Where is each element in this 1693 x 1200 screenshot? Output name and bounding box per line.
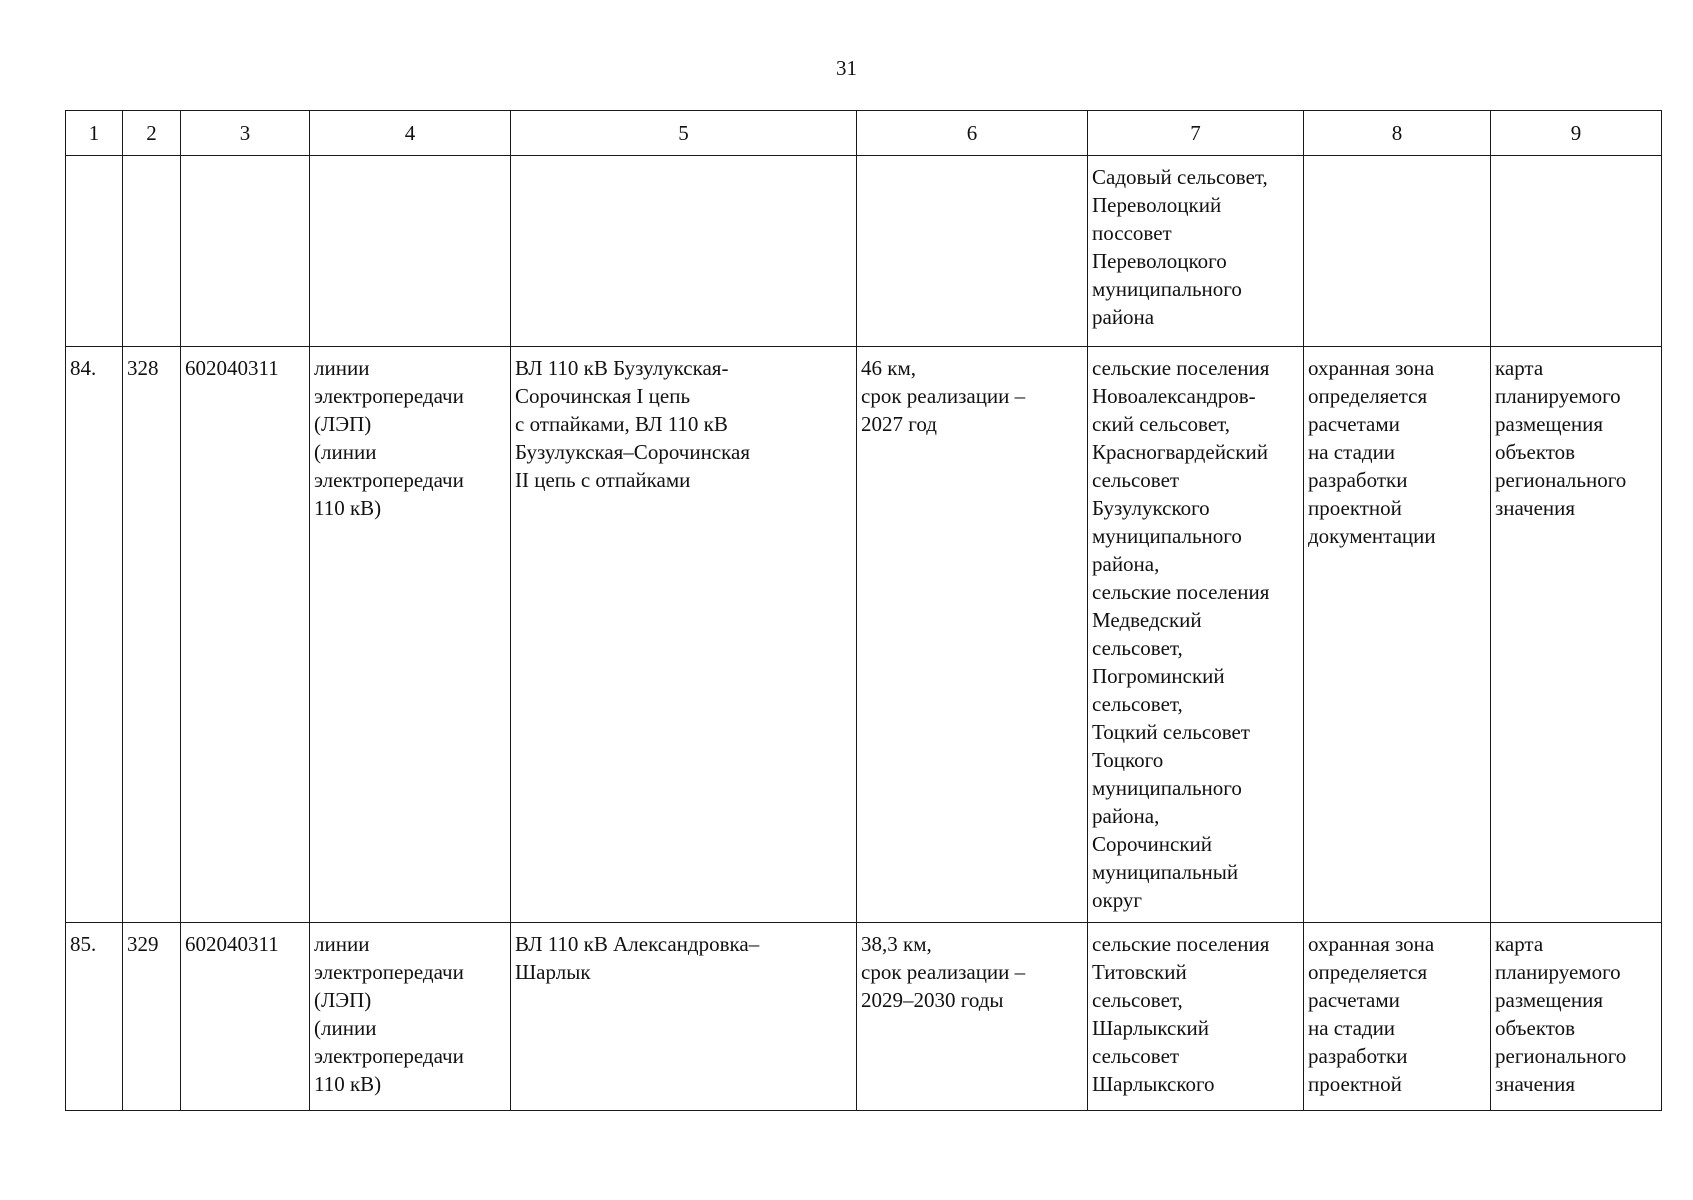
column-header: 8 <box>1304 111 1491 156</box>
column-header: 3 <box>181 111 310 156</box>
cell-text-line: Титовский <box>1092 960 1187 984</box>
cell-text-line: ВЛ 110 кВ Александровка– <box>515 932 760 956</box>
cell-text-line: сельсовет, <box>1092 636 1183 660</box>
cell-characteristics <box>857 923 1088 1111</box>
cell-text-line: Сорочинская I цепь <box>515 384 691 408</box>
cell-text-line: Тоцкого <box>1092 748 1164 772</box>
cell-id <box>123 347 181 923</box>
cell-text-line: определяется <box>1308 960 1428 984</box>
cell-text-line: Шарлык <box>515 960 591 984</box>
cell-zone <box>1304 347 1491 923</box>
table-row <box>66 156 1662 347</box>
cell-location <box>1088 156 1304 347</box>
cell-text-line: проектной <box>1308 1072 1402 1096</box>
table-row <box>66 923 1662 1111</box>
cell-text-line: сельские поселения <box>1092 580 1270 604</box>
cell-text-line: 602040311 <box>185 932 279 956</box>
cell-text-line: Погроминский <box>1092 664 1225 688</box>
cell-text-line: 46 км, <box>861 356 916 380</box>
cell-text-line: электропередачи <box>314 468 464 492</box>
column-header: 6 <box>857 111 1088 156</box>
cell-text-line: (ЛЭП) <box>314 412 372 436</box>
cell-text-line: карта <box>1495 356 1544 380</box>
cell-text-line: планируемого <box>1495 384 1621 408</box>
cell-text-line: Переволоцкий <box>1092 193 1222 217</box>
cell-text-line: Шарлыкский <box>1092 1016 1209 1040</box>
cell-text-line: Тоцкий сельсовет <box>1092 720 1250 744</box>
cell-text-line: поссовет <box>1092 221 1172 245</box>
cell-text-line: Сорочинский <box>1092 832 1213 856</box>
cell-text-line: регионального <box>1495 1044 1627 1068</box>
cell-text-line: срок реализации – <box>861 384 1026 408</box>
cell-text-line: документации <box>1308 524 1436 548</box>
cell-text-line: на стадии <box>1308 440 1396 464</box>
cell-text-line: 329 <box>127 932 159 956</box>
cell-text-line: линии <box>314 356 370 380</box>
cell-text-line: сельсовет, <box>1092 988 1183 1012</box>
cell-text-line: разработки <box>1308 468 1408 492</box>
cell-zone <box>1304 156 1491 347</box>
cell-text-line: сельсовет <box>1092 1044 1180 1068</box>
cell-text-line: сельские поселения <box>1092 932 1270 956</box>
cell-text-line: Красногвардейский <box>1092 440 1268 464</box>
cell-text-line: сельсовет <box>1092 468 1180 492</box>
cell-text-line: муниципального <box>1092 776 1242 800</box>
column-header: 9 <box>1491 111 1662 156</box>
cell-location <box>1088 347 1304 923</box>
cell-text-line: района, <box>1092 552 1160 576</box>
cell-text-line: (линии <box>314 440 377 464</box>
cell-text-line: 602040311 <box>185 356 279 380</box>
cell-text-line: регионального <box>1495 468 1627 492</box>
cell-text-line: Бузулукская–Сорочинская <box>515 440 750 464</box>
cell-text-line: на стадии <box>1308 1016 1396 1040</box>
cell-map <box>1491 923 1662 1111</box>
cell-text-line: (линии <box>314 1016 377 1040</box>
cell-text-line: значения <box>1495 496 1576 520</box>
cell-text-line: Шарлыкского <box>1092 1072 1215 1096</box>
cell-text-line: 110 кВ) <box>314 1072 382 1096</box>
cell-text-line: Новоалександров- <box>1092 384 1256 408</box>
cell-id <box>123 923 181 1111</box>
cell-text-line: ский сельсовет, <box>1092 412 1230 436</box>
cell-text-line: Бузулукского <box>1092 496 1210 520</box>
cell-text-line: с отпайками, ВЛ 110 кВ <box>515 412 728 436</box>
cell-text-line: срок реализации – <box>861 960 1026 984</box>
cell-text-line: объектов <box>1495 1016 1576 1040</box>
cell-text-line: объектов <box>1495 440 1576 464</box>
cell-text-line: электропередачи <box>314 384 464 408</box>
cell-map <box>1491 156 1662 347</box>
cell-text-line: района <box>1092 305 1155 329</box>
cell-text-line: района, <box>1092 804 1160 828</box>
cell-text-line: определяется <box>1308 384 1428 408</box>
cell-text-line: карта <box>1495 932 1544 956</box>
column-header: 7 <box>1088 111 1304 156</box>
cell-text-line: II цепь с отпайками <box>515 468 691 492</box>
cell-text-line: размещения <box>1495 412 1604 436</box>
cell-text-line: 328 <box>127 356 159 380</box>
cell-text-line: Медведский <box>1092 608 1202 632</box>
cell-text-line: электропередачи <box>314 960 464 984</box>
cell-object-name <box>511 156 857 347</box>
cell-characteristics <box>857 347 1088 923</box>
cell-text-line: электропередачи <box>314 1044 464 1068</box>
column-header: 1 <box>66 111 123 156</box>
cell-location <box>1088 923 1304 1111</box>
cell-object-type <box>310 347 511 923</box>
table-row <box>66 347 1662 923</box>
cell-text-line: 2029–2030 годы <box>861 988 1004 1012</box>
cell-object-name <box>511 347 857 923</box>
cell-text-line: 85. <box>70 932 97 956</box>
cell-text-line: 2027 год <box>861 412 937 436</box>
cell-object-type <box>310 923 511 1111</box>
cell-text-line: размещения <box>1495 988 1604 1012</box>
cell-text-line: Переволоцкого <box>1092 249 1227 273</box>
cell-code <box>181 347 310 923</box>
cell-map <box>1491 347 1662 923</box>
column-header: 2 <box>123 111 181 156</box>
cell-text-line: охранная зона <box>1308 356 1435 380</box>
header-row <box>66 111 1662 156</box>
cell-number <box>66 923 123 1111</box>
cell-text-line: линии <box>314 932 370 956</box>
cell-text-line: разработки <box>1308 1044 1408 1068</box>
cell-text-line: 110 кВ) <box>314 496 382 520</box>
cell-code <box>181 923 310 1111</box>
cell-text-line: проектной <box>1308 496 1402 520</box>
cell-characteristics <box>857 156 1088 347</box>
cell-text-line: (ЛЭП) <box>314 988 372 1012</box>
cell-number <box>66 347 123 923</box>
cell-code <box>181 156 310 347</box>
cell-text-line: сельские поселения <box>1092 356 1270 380</box>
cell-text-line: планируемого <box>1495 960 1621 984</box>
cell-object-name <box>511 923 857 1111</box>
cell-text-line: 84. <box>70 356 97 380</box>
cell-text-line: ВЛ 110 кВ Бузулукская- <box>515 356 729 380</box>
cell-id <box>123 156 181 347</box>
registry-table <box>65 110 1662 1111</box>
column-header: 5 <box>511 111 857 156</box>
cell-object-type <box>310 156 511 347</box>
cell-text-line: округ <box>1092 888 1143 912</box>
column-header: 4 <box>310 111 511 156</box>
cell-text-line: 38,3 км, <box>861 932 932 956</box>
cell-text-line: расчетами <box>1308 988 1400 1012</box>
cell-text-line: муниципального <box>1092 277 1242 301</box>
cell-text-line: муниципального <box>1092 524 1242 548</box>
cell-text-line: значения <box>1495 1072 1576 1096</box>
cell-text-line: муниципальный <box>1092 860 1239 884</box>
cell-zone <box>1304 923 1491 1111</box>
cell-text-line: охранная зона <box>1308 932 1435 956</box>
page-number: 31 <box>836 56 857 80</box>
cell-text-line: Садовый сельсовет, <box>1092 165 1268 189</box>
cell-number <box>66 156 123 347</box>
cell-text-line: расчетами <box>1308 412 1400 436</box>
cell-text-line: сельсовет, <box>1092 692 1183 716</box>
